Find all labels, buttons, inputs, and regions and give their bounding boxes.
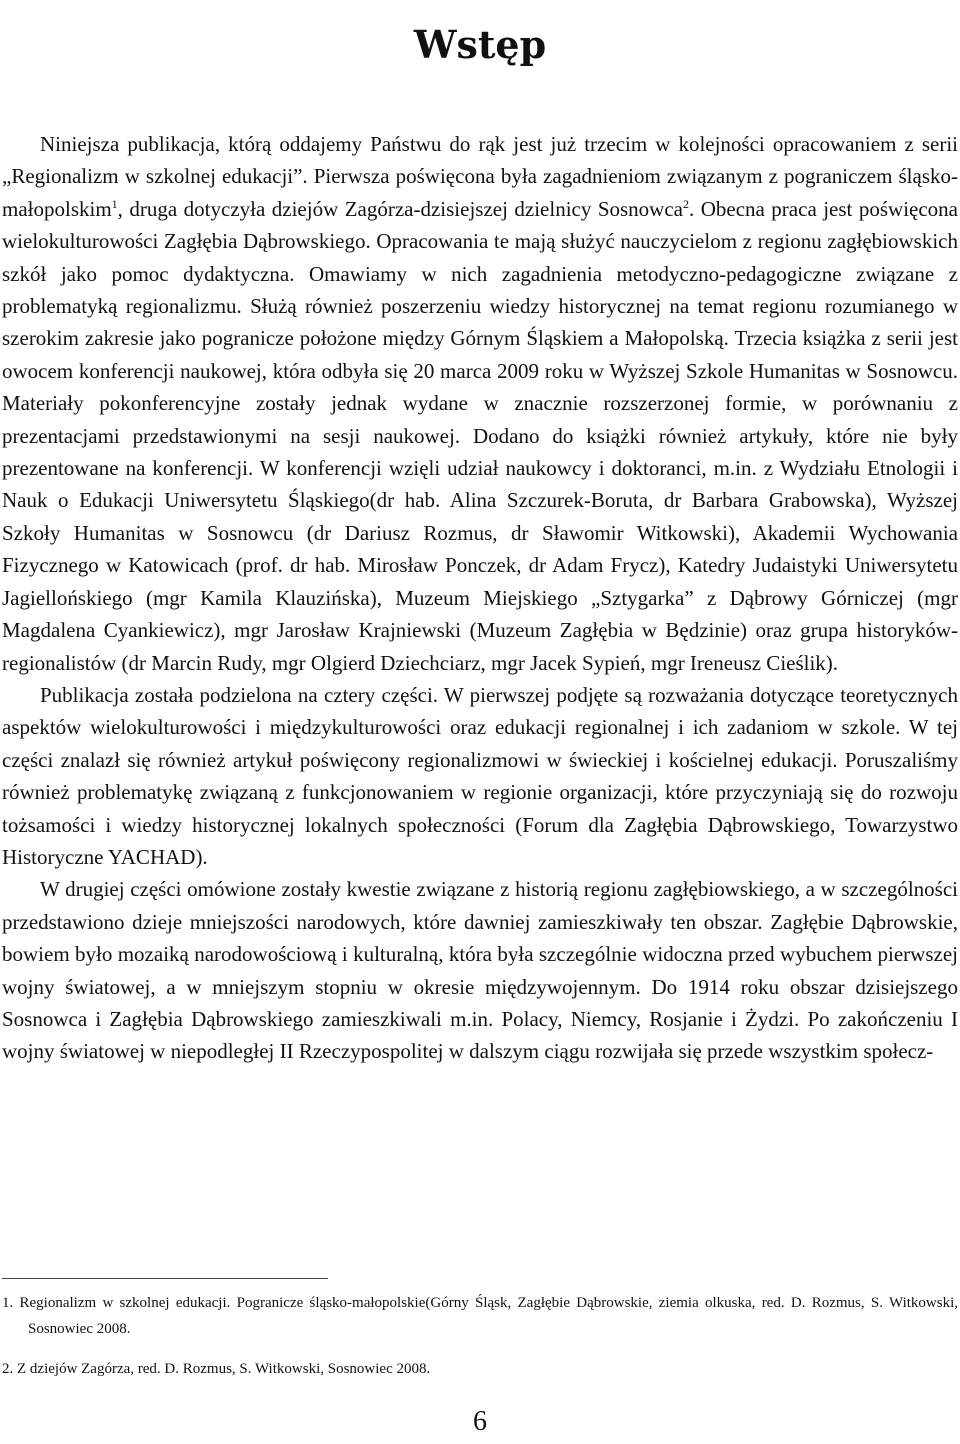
footnote-2: 2. Z dziejów Zagórza, red. D. Rozmus, S. Witkowski, Sosnowiec 2008. <box>2 1361 431 1377</box>
page-title: Wstęp <box>413 22 547 68</box>
footnote-1: 1. Regionalizm w szkolnej edukacji. Pogranicze śląsko-małopolskie(Górny Śląsk, Zagłębie Dąbrowskie, ziemia olkuska, red. D. Rozmus, S. Witkowski, Sosnowiec 2008. <box>2 1295 958 1337</box>
page-number: 6 <box>473 1406 487 1437</box>
paragraph-1-part-3: . Obecna praca jest poświęcona wielokulturowości Zagłębia Dąbrowskiego. Opracowania te mają służyć nauczycielom z regionu zagłębiowskich szkół jako pomoc dydaktyczna. Omawiamy w nich zagadnienia metodyczno-pedagogiczne związane z problematyką regionalizmu. Służą również poszerzeniu wiedzy historycznej na temat regionu rozumianego w szerokim zakresie jako pogranicze położone między Górnym Śląskiem a Małopolską. Trzecia książka z serii jest owocem konferencji naukowej, która odbyła się 20 marca 2009 roku w Wyższej Szkole Humanitas w Sosnowcu. Materiały pokonferencyjne zostały jednak wydane w znacznie rozszerzonej formie, w porównaniu z prezentacjami przedstawionymi na sesji naukowej. Dodano do książki również artykuły, które nie były prezentowane na konferencji. W konferencji wzięli udział naukowcy i doktoranci, m.in. z Wydziału Etnologii i Nauk o Edukacji Uniwersytetu Śląskiego(dr hab. Alina Szczurek-Boruta, dr Barbara Grabowska), Wyższej Szkoły Humanitas w Sosnowcu (dr Dariusz Rozmus, dr Sławomir Witkowski), Akademii Wychowania Fizycznego w Katowicach (prof. dr hab. Mirosław Ponczek, dr Adam Frycz), Katedry Judaistyki Uniwersytetu Jagiellońskiego (mgr Kamila Klauzińska), Muzeum Miejskiego „Sztygarka” z Dąbrowy Górniczej (mgr Magdalena Cyankiewicz), mgr Jarosław Krajniewski (Muzeum Zagłębia w Będzinie) oraz grupa historyków-regionalistów (dr Marcin Rudy, mgr Olgierd Dziechciarz, mgr Jacek Sypień, mgr Ireneusz Cieślik). <box>2 196 958 675</box>
footnote-ref-2: 2 <box>683 196 689 211</box>
paragraph-1-part-2: , druga dotyczyła dziejów Zagórza-dzisiejszej dzielnicy Sosnowca <box>117 196 683 221</box>
paragraph-3: W drugiej części omówione zostały kwestie związane z historią regionu zagłębiowskiego, a w szczególności przedstawiono dzieje mniejszości narodowych, które dawniej zamieszkiwały ten obszar. Zagłębie Dąbrowskie, bowiem było mozaiką narodowościową i kulturalną, która była szczególnie widoczna przed wybuchem pierwszej wojny światowej, a w mniejszym stopniu w okresie międzywojennym. Do 1914 roku obszar dzisiejszego Sosnowca i Zagłębia Dąbrowskiego zamieszkiwali m.in. Polacy, Niemcy, Rosjanie i Żydzi. Po zakończeniu I wojny światowej w niepodległej II Rzeczypospolitej w dalszym ciągu rozwijała się przede wszystkim społecz- <box>2 877 958 1064</box>
footnote-separator <box>2 1278 328 1279</box>
paragraph-1 <box>2 128 958 679</box>
body-text <box>2 128 958 1068</box>
paragraph-1-part-1: Niniejsza publikacja, którą oddajemy Państwu do rąk jest już trzecim w kolejności opracowaniem z serii „Regionalizm w szkolnej edukacji”. Pierwsza poświęcona była zagadnieniom związanym z pograniczem śląsko-małopolskim <box>2 132 958 221</box>
footnote-ref-1: 1 <box>111 196 118 211</box>
paragraph-2: Publikacja została podzielona na cztery części. W pierwszej podjęte są rozważania dotyczące teoretycznych aspektów wielokulturowości i międzykulturowości oraz edukacji regionalnej i ich zadaniom w szkole. W tej części znalazł się również artykuł poświęcony regionalizmowi w świeckiej i kościelnej edukacji. Poruszaliśmy również problematykę związaną z funkcjonowaniem w regionie organizacji, które przyczyniają się do rozwoju tożsamości i wiedzy historycznej lokalnych społeczności (Forum dla Zagłębia Dąbrowskiego, Towarzystwo Historyczne YACHAD). <box>2 682 958 869</box>
footnotes <box>2 1290 958 1382</box>
